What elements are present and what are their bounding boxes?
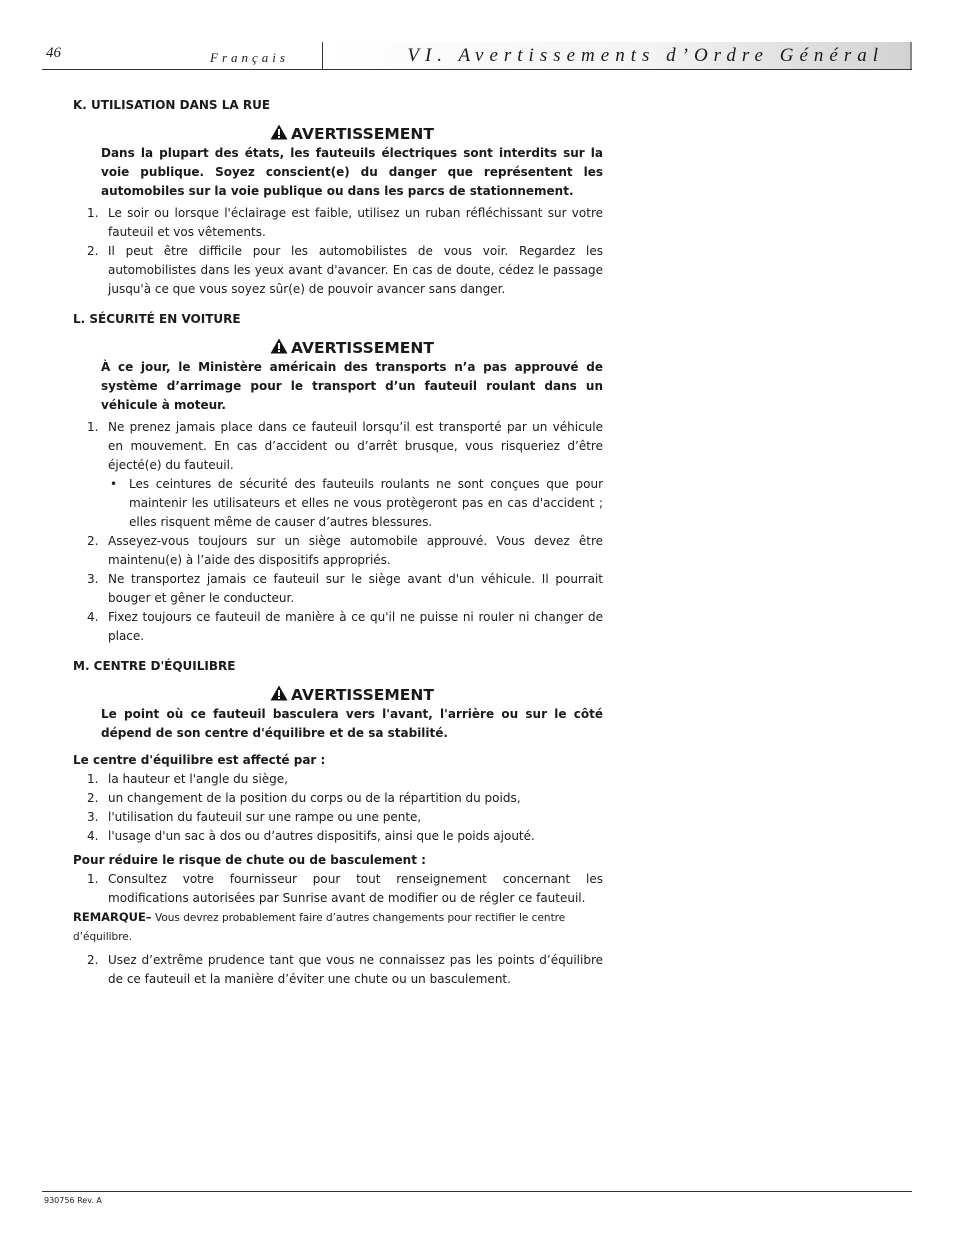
footer-rule xyxy=(42,1191,912,1192)
list-item xyxy=(73,770,603,789)
list-number: 4. xyxy=(87,829,99,843)
section-l-heading: L. SÉCURITÉ EN VOITURE xyxy=(73,312,241,326)
list-text: Ne prenez jamais place dans ce fauteuil lorsqu’il est transporté par un véhicule en mouvement. En cas d’accident ou d’arrêt brusque, vous risqueriez d’être éjecté(e) du fauteuil. xyxy=(108,420,603,472)
list-item xyxy=(73,608,603,646)
remark-label: REMARQUE– xyxy=(73,910,152,924)
language-label: Français xyxy=(210,50,289,65)
section-title: VI. Avertissements d’Ordre Général xyxy=(407,45,884,66)
document-code: 930756 Rev. A xyxy=(44,1196,102,1205)
list-number: 1. xyxy=(87,206,99,220)
remark-text: Vous devrez probablement faire d’autres changements pour rectifier le centre d’équilibre. xyxy=(73,912,566,943)
affected-label: Le centre d'équilibre est affecté par : xyxy=(73,753,326,767)
reduce-list-continued xyxy=(73,951,603,989)
section-k-warning-header xyxy=(73,124,603,144)
warning-triangle-icon xyxy=(270,685,288,701)
list-number: 2. xyxy=(87,791,99,805)
section-l-warning-header xyxy=(73,338,603,358)
list-item xyxy=(73,951,603,989)
section-k-warning-text: Dans la plupart des états, les fauteuils électriques sont interdits sur la voie publique. Soyez conscient(e) du danger que représentent les automobiles sur la voie publique ou dans les parcs de stationnement. xyxy=(101,146,603,198)
list-text: Le soir ou lorsque l'éclairage est faible, utilisez un ruban réfléchissant sur votre fauteuil et vos vêtements. xyxy=(108,206,603,239)
section-m-warning-header xyxy=(73,685,603,705)
warning-label: AVERTISSEMENT xyxy=(291,125,434,143)
bullet-symbol: • xyxy=(110,477,118,491)
reduce-label: Pour réduire le risque de chute ou de basculement : xyxy=(73,853,426,867)
list-text: la hauteur et l'angle du siège, xyxy=(108,772,288,786)
section-m-warning-text: Le point où ce fauteuil basculera vers l'avant, l'arrière ou sur le côté dépend de son centre d'équilibre et de sa stabilité. xyxy=(101,707,603,740)
list-number: 2. xyxy=(87,244,99,258)
bullet-item xyxy=(73,475,603,532)
list-item xyxy=(73,789,603,808)
list-number: 1. xyxy=(87,772,99,786)
section-l-warning-text: À ce jour, le Ministère américain des transports n’a pas approuvé de système d’arrimage pour le transport d’un fauteuil roulant dans un véhicule à moteur. xyxy=(101,360,603,412)
list-item xyxy=(73,827,603,846)
section-l-bullets xyxy=(73,475,603,532)
list-item xyxy=(73,204,603,242)
list-text: Usez d’extrême prudence tant que vous ne connaissez pas les points d’équilibre de ce fauteuil et la manière d’éviter une chute ou un basculement. xyxy=(108,953,603,986)
warning-triangle-icon xyxy=(270,338,288,354)
list-item xyxy=(73,242,603,299)
list-number: 4. xyxy=(87,610,99,624)
list-text: l'utilisation du fauteuil sur une rampe ou une pente, xyxy=(108,810,422,824)
remark xyxy=(73,908,603,947)
list-item xyxy=(73,808,603,827)
list-text: Fixez toujours ce fauteuil de manière à ce qu'il ne puisse ni rouler ni changer de place. xyxy=(108,610,603,643)
page-content xyxy=(73,96,603,989)
list-item xyxy=(73,532,603,570)
section-l-list-continued xyxy=(73,532,603,646)
bullet-text: Les ceintures de sécurité des fauteuils roulants ne sont conçues que pour maintenir les utilisateurs et elles ne vous protègeront pas en cas d'accident ; elles risquent même de causer d’autres blessures. xyxy=(129,477,603,529)
warning-label: AVERTISSEMENT xyxy=(291,686,434,704)
header-rule xyxy=(42,69,912,70)
section-m-heading: M. CENTRE D'ÉQUILIBRE xyxy=(73,659,236,673)
section-k-list xyxy=(73,204,603,299)
page-number: 46 xyxy=(46,45,61,61)
list-text: Il peut être difficile pour les automobilistes de vous voir. Regardez les automobilistes dans les yeux avant d'avancer. En cas de doute, cédez le passage jusqu'à ce que vous soyez sûr(e) de pouvoir avancer sans danger. xyxy=(108,244,603,296)
list-text: l'usage d'un sac à dos ou d’autres dispositifs, ainsi que le poids ajouté. xyxy=(108,829,535,843)
section-k-heading: K. UTILISATION DANS LA RUE xyxy=(73,98,271,112)
list-item xyxy=(73,570,603,608)
list-item xyxy=(73,870,603,908)
list-text: Ne transportez jamais ce fauteuil sur le siège avant d'un véhicule. Il pourrait bouger et gêner le conducteur. xyxy=(108,572,603,605)
list-text: Consultez votre fournisseur pour tout renseignement concernant les modifications autorisées par Sunrise avant de modifier ou de régler ce fauteuil. xyxy=(108,872,603,905)
page-header xyxy=(42,42,912,70)
list-text: Asseyez-vous toujours sur un siège automobile approuvé. Vous devez être maintenu(e) à l’aide des dispositifs appropriés. xyxy=(108,534,603,567)
warning-label: AVERTISSEMENT xyxy=(291,339,434,357)
warning-triangle-icon xyxy=(270,124,288,140)
list-number: 2. xyxy=(87,953,99,967)
section-l-list xyxy=(73,418,603,475)
list-number: 2. xyxy=(87,534,99,548)
list-number: 3. xyxy=(87,810,99,824)
list-item xyxy=(73,418,603,475)
list-number: 3. xyxy=(87,572,99,586)
list-number: 1. xyxy=(87,872,99,886)
header-band xyxy=(323,42,912,69)
list-text: un changement de la position du corps ou de la répartition du poids, xyxy=(108,791,521,805)
affected-list xyxy=(73,770,603,846)
list-number: 1. xyxy=(87,420,99,434)
reduce-list xyxy=(73,870,603,908)
